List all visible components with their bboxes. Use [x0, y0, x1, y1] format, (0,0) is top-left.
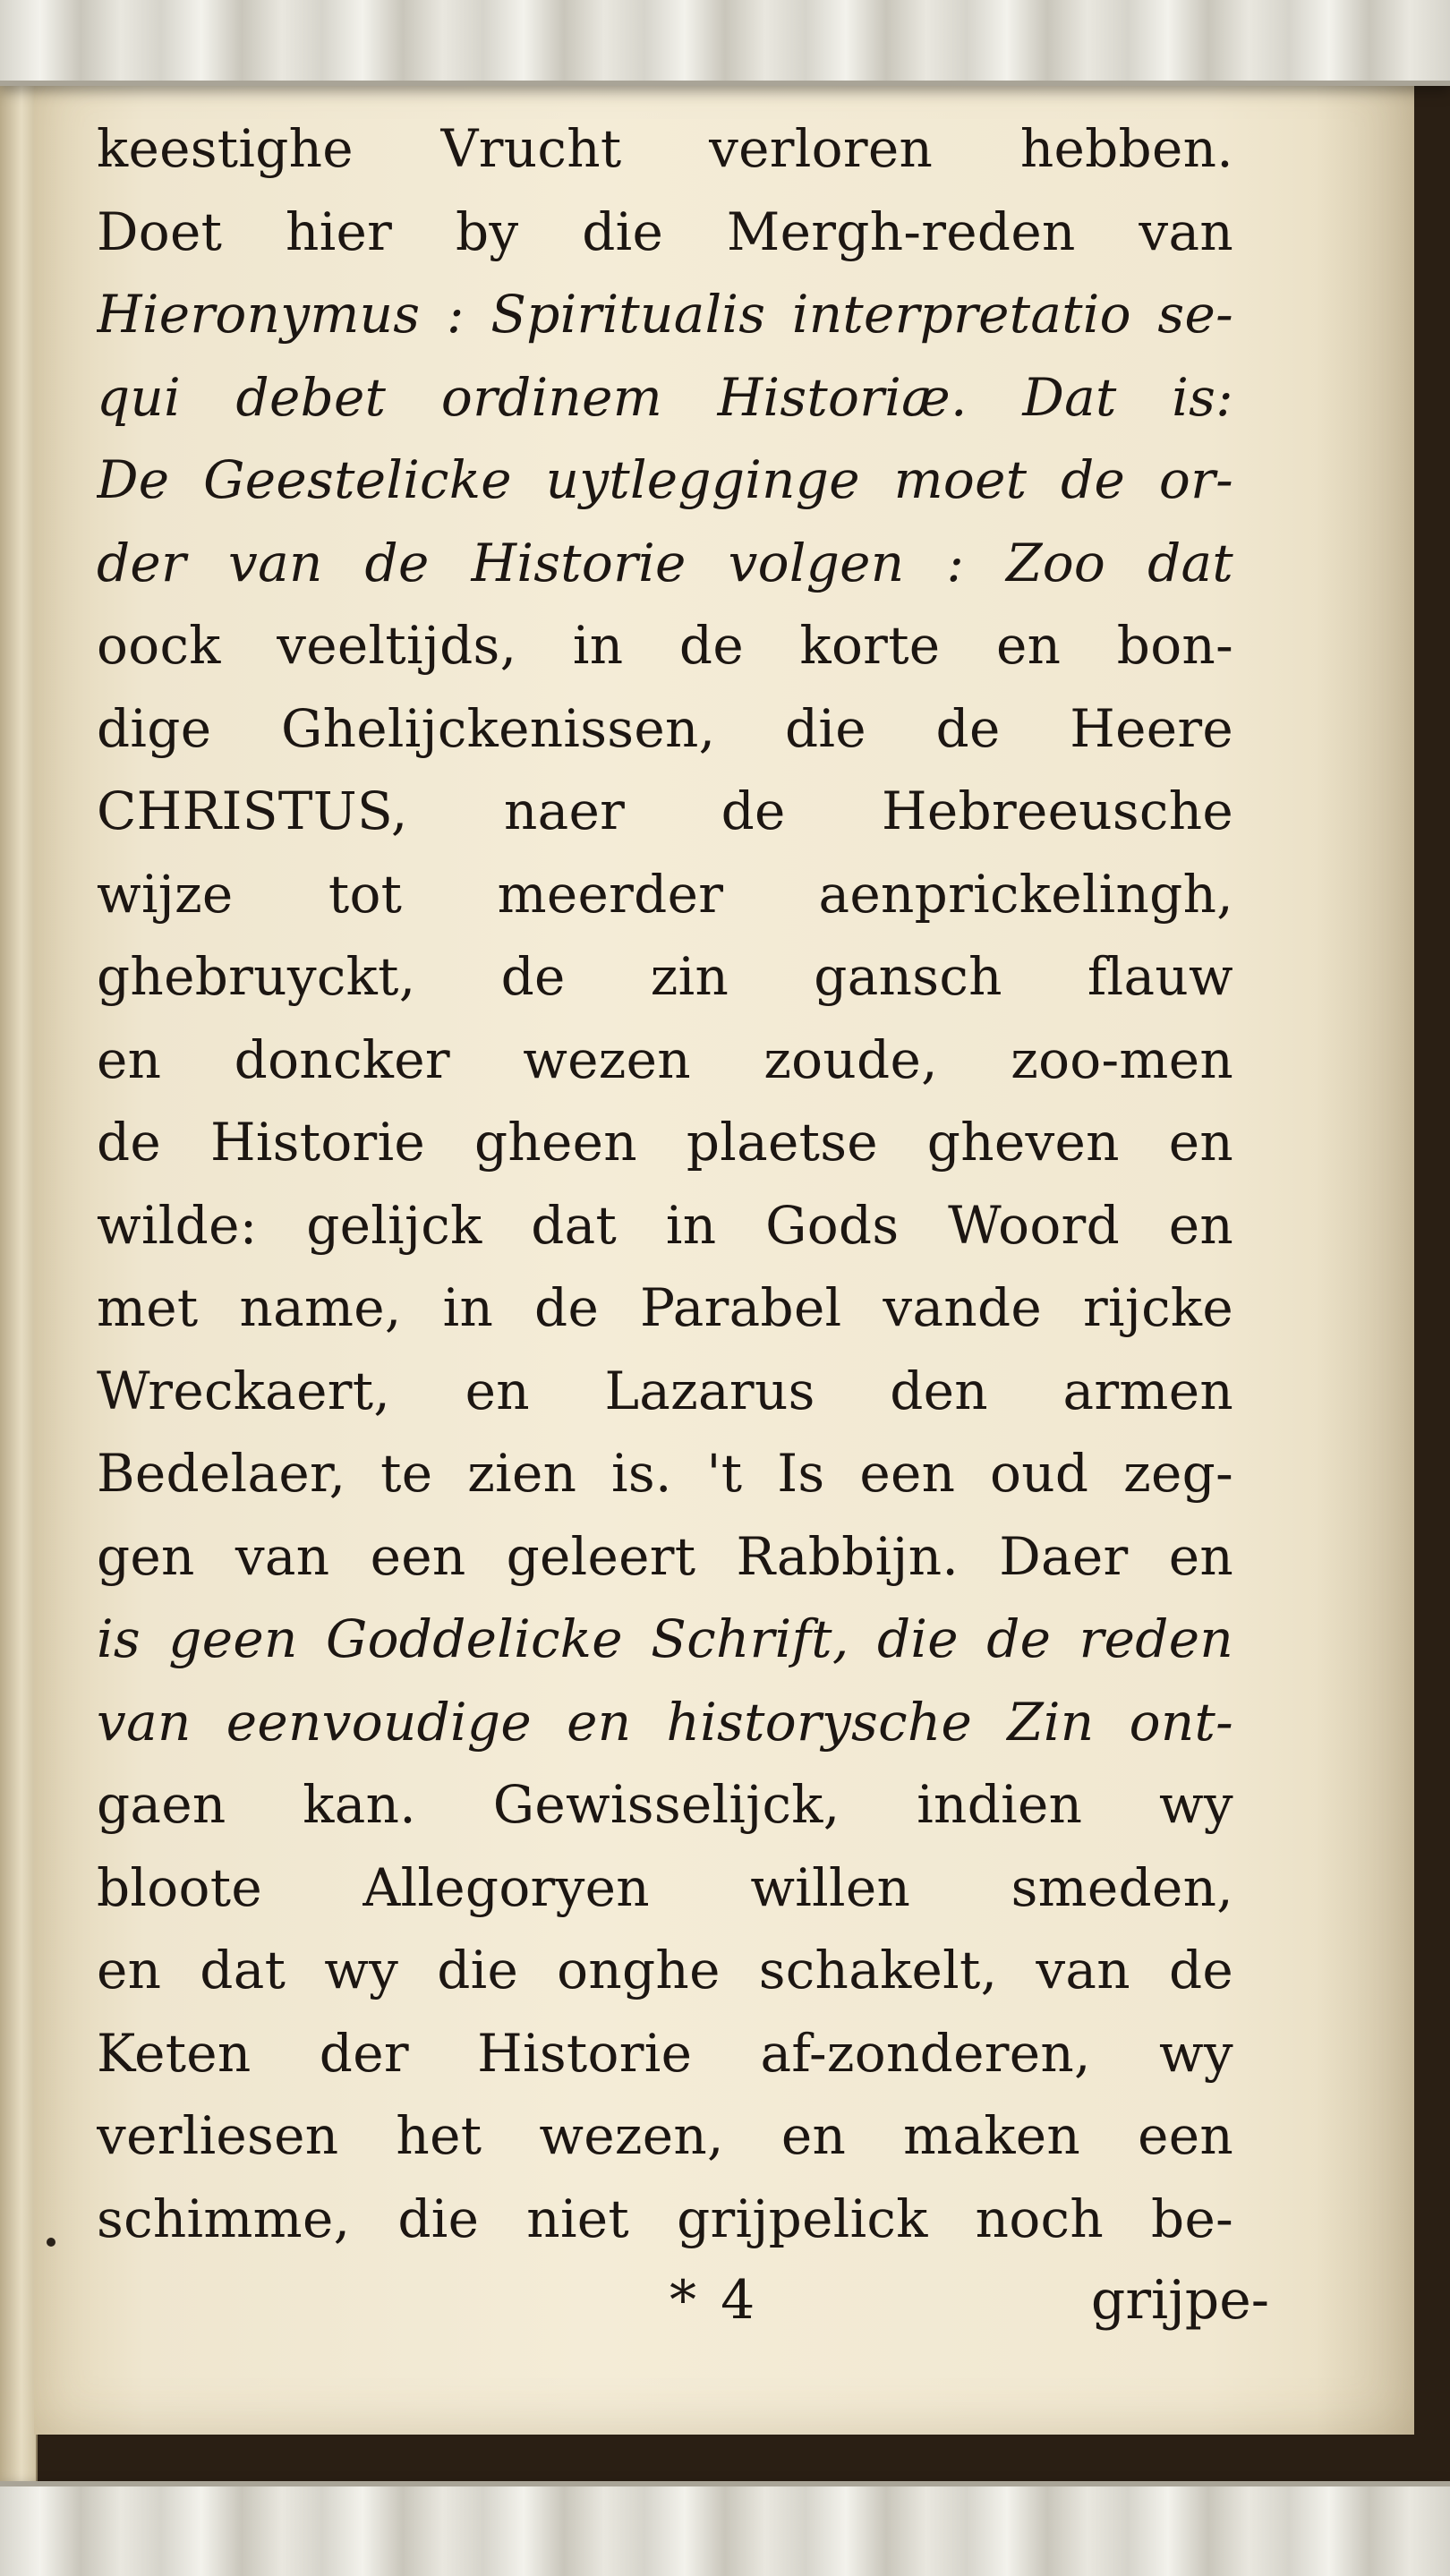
top-binding-cord — [0, 0, 1450, 86]
page-text-block — [97, 107, 1233, 2260]
text-line-7: oock veeltijds, in de korte en bon- — [97, 615, 1233, 676]
text-line-6: der van de Historie volgen : Zoo dat — [97, 532, 1233, 593]
page-footer — [97, 2269, 1269, 2358]
text-line-12: en doncker wezen zoude, zoo-men — [97, 1028, 1233, 1090]
text-line-24: Keten der Historie af-zonderen, wy — [97, 2022, 1233, 2084]
text-line-20: van eenvoudige en historysche Zin ont- — [97, 1691, 1233, 1753]
text-line-14: wilde: gelijck dat in Gods Woord en — [97, 1194, 1233, 1256]
text-line-10: wijze tot meerder aenprickelingh, — [97, 863, 1233, 925]
bottom-binding-cord — [0, 2481, 1450, 2576]
text-line-9: CHRISTUS, naer de Hebreeusche — [97, 780, 1233, 841]
text-line-22: bloote Allegoryen willen smeden, — [97, 1856, 1233, 1918]
catchword: grijpe- — [1090, 2269, 1269, 2332]
text-line-8: dige Ghelijckenissen, die de Heere — [97, 697, 1233, 759]
text-line-26: schimme, die niet grijpelick noch be- — [97, 2188, 1233, 2249]
text-line-21: gaen kan. Gewisselijck, indien wy — [97, 1774, 1233, 1835]
text-line-3: Hieronymus : Spiritualis interpretatio se- — [97, 284, 1233, 345]
text-line-16: Wreckaert, en Lazarus den armen — [97, 1360, 1233, 1421]
page-gutter-shadow — [1316, 63, 1414, 2435]
ink-speck — [47, 2238, 55, 2247]
text-line-18: gen van een geleert Rabbijn. Daer en — [97, 1525, 1233, 1587]
text-line-5: De Geestelicke uytlegginge moet de or- — [97, 449, 1233, 510]
text-line-11: ghebruyckt, de zin gansch flauw — [97, 946, 1233, 1007]
text-line-19: is geen Goddelicke Schrift, die de reden — [97, 1608, 1233, 1669]
text-line-23: en dat wy die onghe schakelt, van de — [97, 1940, 1233, 2000]
text-line-2: Doet hier by die Mergh-reden van — [97, 200, 1233, 262]
text-line-1: keestighe Vrucht verloren hebben. — [97, 118, 1233, 179]
text-line-15: met name, in de Parabel vande rijcke — [97, 1277, 1233, 1338]
text-line-4: qui debet ordinem Historiæ. Dat is: — [97, 366, 1233, 428]
signature-mark: * 4 — [670, 2269, 759, 2332]
text-line-25: verliesen het wezen, en maken een — [97, 2105, 1233, 2166]
text-line-13: de Historie gheen plaetse gheven en — [97, 1112, 1233, 1173]
adjacent-page-edge — [0, 54, 38, 2524]
text-line-17: Bedelaer, te zien is. 't Is een oud zeg- — [97, 1443, 1233, 1504]
